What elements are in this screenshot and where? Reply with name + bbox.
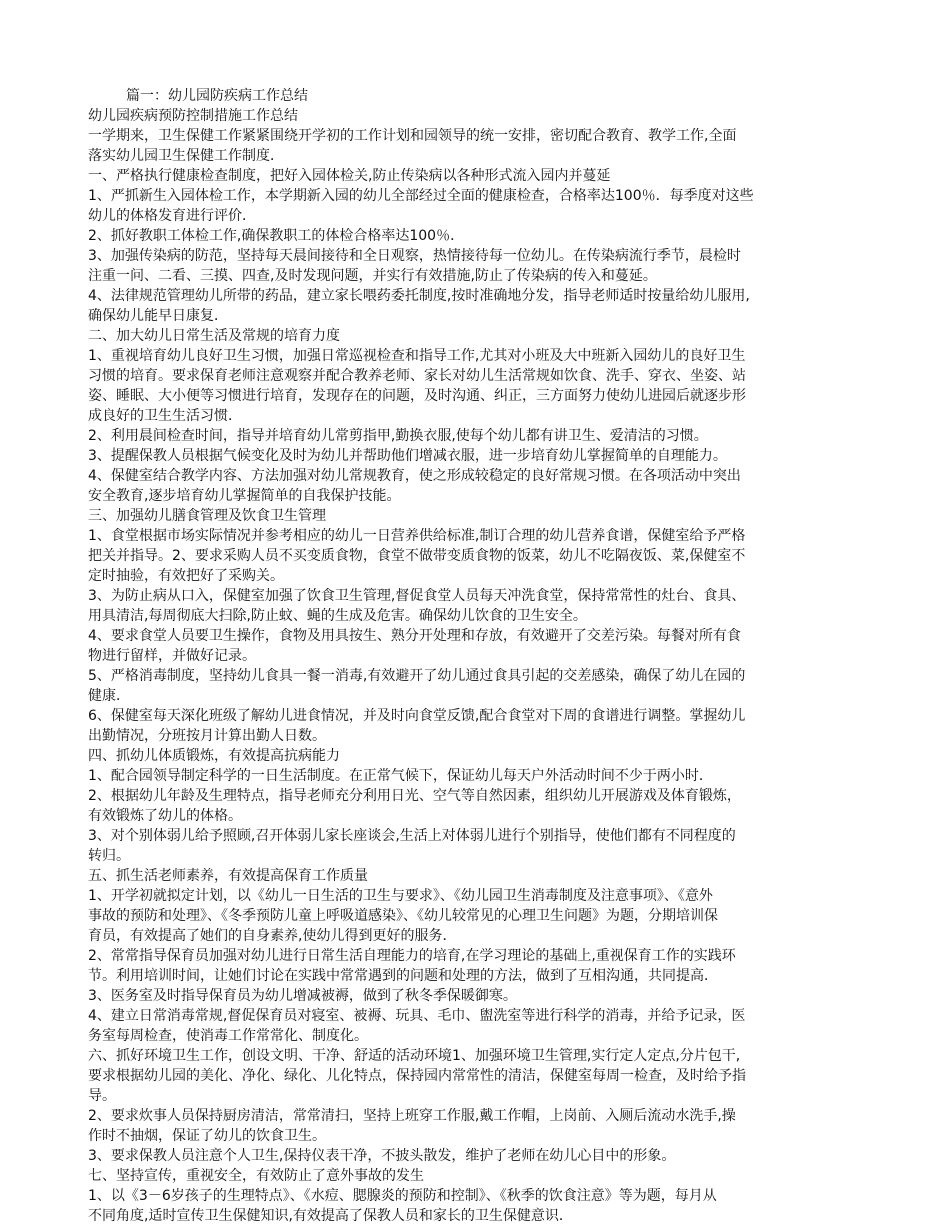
text-line: 习惯的培育。要求保育老师注意观察并配合教养老师、家长对幼儿生活常规如饮食、洗手、穿衣、坐姿、站 xyxy=(88,368,746,384)
text-line: 1、食堂根据市场实际情况并参考相应的幼儿一日营养供给标准,制订合理的幼儿营养食谱，保健室给予严格 xyxy=(88,528,746,544)
text-line: 三、加强幼儿膳食管理及饮食卫生管理 xyxy=(88,508,326,524)
text-line: 1、重视培育幼儿良好卫生习惯，加强日常巡视检查和指导工作,尤其对小班及大中班新入园幼儿的良好卫生 xyxy=(88,348,746,364)
text-line: 安全教育,逐步培育幼儿掌握简单的自我保护技能。 xyxy=(88,488,401,504)
text-line: 不同角度,适时宣传卫生保健知识,有效提高了保教人员和家长的卫生保健意识． xyxy=(88,1208,573,1224)
text-line: 物进行留样，并做好记录。 xyxy=(88,648,256,664)
text-line: 要求根据幼儿园的美化、净化、绿化、儿化特点，保持园内常常性的清洁，保健室每周一检查，及时给予指 xyxy=(88,1068,746,1084)
text-line: 确保幼儿能早日康复． xyxy=(88,308,228,324)
text-line: 3、提醒保教人员根据气候变化及时为幼儿并帮助他们增减衣服，进一步培育幼儿掌握简单的自理能力。 xyxy=(88,448,727,464)
text-line: 1、开学初就拟定计划，以《幼儿一日生活的卫生与要求》、《幼儿园卫生消毒制度及注意事项》、《意外 xyxy=(88,888,713,904)
text-line: 姿、睡眠、大小便等习惯进行培育，发现存在的问题，及时沟通、纠正，三方面努力使幼儿进园后就逐步形 xyxy=(88,388,746,404)
text-line: 2、利用晨间检查时间，指导并培育幼儿常剪指甲,勤换衣服,使每个幼儿都有讲卫生、爱清洁的习惯。 xyxy=(88,428,708,444)
text-line: 成良好的卫生生活习惯． xyxy=(88,408,242,424)
text-line: 一学期来，卫生保健工作紧紧围绕开学初的工作计划和园领导的统一安排，密切配合教育、教学工作,全面 xyxy=(88,128,737,144)
document-body xyxy=(88,106,868,1226)
text-line: 5、严格消毒制度，坚持幼儿食具一餐一消毒,有效避开了幼儿通过食具引起的交差感染，确保了幼儿在园的 xyxy=(88,668,746,684)
text-line: 四、抓幼儿体质锻炼，有效提高抗病能力 xyxy=(88,748,340,764)
text-line: 健康． xyxy=(88,688,130,704)
text-line: 一、严格执行健康检查制度，把好入园体检关,防止传染病以各种形式流入园内并蔓延 xyxy=(88,168,611,184)
text-line: 有效锻炼了幼儿的体格。 xyxy=(88,808,242,824)
text-line: 导。 xyxy=(88,1088,116,1104)
text-line: 节。利用培训时间，让她们讨论在实践中常常遇到的问题和处理的方法，做到了互相沟通，共同提高． xyxy=(88,968,718,984)
text-line: 4、建立日常消毒常规,督促保育员对寝室、被褥、玩具、毛巾、盥洗室等进行科学的消毒，并给予记录，医 xyxy=(88,1008,746,1024)
text-line: 3、加强传染病的防范，坚持每天晨间接待和全日观察，热情接待每一位幼儿。在传染病流行季节，晨检时 xyxy=(88,248,741,264)
text-line: 转归。 xyxy=(88,848,130,864)
text-line: 3、要求保教人员注意个人卫生,保持仪表干净，不披头散发，维护了老师在幼儿心目中的形象。 xyxy=(88,1148,676,1164)
text-line: 3、医务室及时指导保育员为幼儿增减被褥，做到了秋冬季保暖御寒。 xyxy=(88,988,517,1004)
document-page xyxy=(88,86,868,1226)
text-line: 用具清洁,每周彻底大扫除,防止蚊、蝇的生成及危害。确保幼儿饮食的卫生安全。 xyxy=(88,608,587,624)
text-line: 事故的预防和处理》、《冬季预防儿童上呼吸道感染》、《幼儿较常见的心理卫生问题》为题，分期培训保 xyxy=(88,908,718,924)
text-line: 七、坚持宣传，重视安全，有效防止了意外事故的发生 xyxy=(88,1168,424,1184)
text-line: 务室每周检查，使消毒工作常常化、制度化。 xyxy=(88,1028,368,1044)
text-line: 作时不抽烟，保证了幼儿的饮食卫生。 xyxy=(88,1128,326,1144)
text-line: 3、对个别体弱儿给予照顾,召开体弱儿家长座谈会,生活上对体弱儿进行个别指导，使他们都有不同程度的 xyxy=(88,828,736,844)
text-line: 六、抓好环境卫生工作，创设文明、干净、舒适的活动环境1、加强环境卫生管理,实行定人定点,分片包干, xyxy=(88,1048,741,1064)
text-line: 1、配合园领导制定科学的一日生活制度。在正常气候下，保证幼儿每天户外活动时间不少于两小时． xyxy=(88,768,713,784)
text-line: 4、法律规范管理幼儿所带的药品，建立家长喂药委托制度,按时准确地分发，指导老师适时按量给幼儿服用, xyxy=(88,288,750,304)
text-line: 育员，有效提高了她们的自身素养,使幼儿得到更好的服务． xyxy=(88,928,457,944)
text-line: 4、要求食堂人员要卫生操作，食物及用具按生、熟分开处理和存放，有效避开了交差污染。每餐对所有食 xyxy=(88,628,741,644)
text-line: 五、抓生活老师素养，有效提高保育工作质量 xyxy=(88,868,368,884)
text-line: 把关并指导。2、要求采购人员不买变质食物，食堂不做带变质食物的饭菜，幼儿不吃隔夜饭、菜,保健室不 xyxy=(88,548,746,564)
text-line: 定时抽验，有效把好了采购关。 xyxy=(88,568,284,584)
text-line: 2、根据幼儿年龄及生理特点，指导老师充分利用日光、空气等自然因素，组织幼儿开展游戏及体育锻炼， xyxy=(88,788,741,804)
text-line: 2、要求炊事人员保持厨房清洁，常常清扫，坚持上班穿工作服,戴工作帽，上岗前、入厕后流动水洗手,操 xyxy=(88,1108,736,1124)
text-line: 4、保健室结合教学内容、方法加强对幼儿常规教育，使之形成较稳定的良好常规习惯。在各项活动中突出 xyxy=(88,468,741,484)
text-line: 出勤情况，分班按月计算出勤人日数。 xyxy=(88,728,326,744)
text-line: 幼儿园疾病预防控制措施工作总结 xyxy=(88,108,298,124)
text-line: 3、为防止病从口入，保健室加强了饮食卫生管理,督促食堂人员每天冲洗食堂，保持常常性的灶台、食具、 xyxy=(88,588,746,604)
text-line: 1、严抓新生入园体检工作，本学期新入园的幼儿全部经过全面的健康检查，合格率达100％．每季度对这些 xyxy=(88,188,754,204)
text-line: 1、以《3－6岁孩子的生理特点》、《水痘、腮腺炎的预防和控制》、《秋季的饮食注意》等为题，每月从 xyxy=(88,1188,717,1204)
text-line: 2、常常指导保育员加强对幼儿进行日常生活自理能力的培育,在学习理论的基础上,重视保育工作的实践环 xyxy=(88,948,736,964)
text-line: 幼儿的体格发育进行评价． xyxy=(88,208,256,224)
document-title: 篇一：幼儿园防疾病工作总结 xyxy=(126,88,308,104)
text-line: 2、抓好教职工体检工作,确保教职工的体检合格率达100％． xyxy=(88,228,465,244)
text-line: 落实幼儿园卫生保健工作制度． xyxy=(88,148,284,164)
text-line: 注重一问、二看、三摸、四查,及时发现问题，并实行有效措施,防止了传染病的传入和蔓延。 xyxy=(88,268,657,284)
text-line: 二、加大幼儿日常生活及常规的培育力度 xyxy=(88,328,340,344)
text-line: 6、保健室每天深化班级了解幼儿进食情况，并及时向食堂反馈,配合食堂对下周的食谱进行调整。掌握幼儿 xyxy=(88,708,746,724)
